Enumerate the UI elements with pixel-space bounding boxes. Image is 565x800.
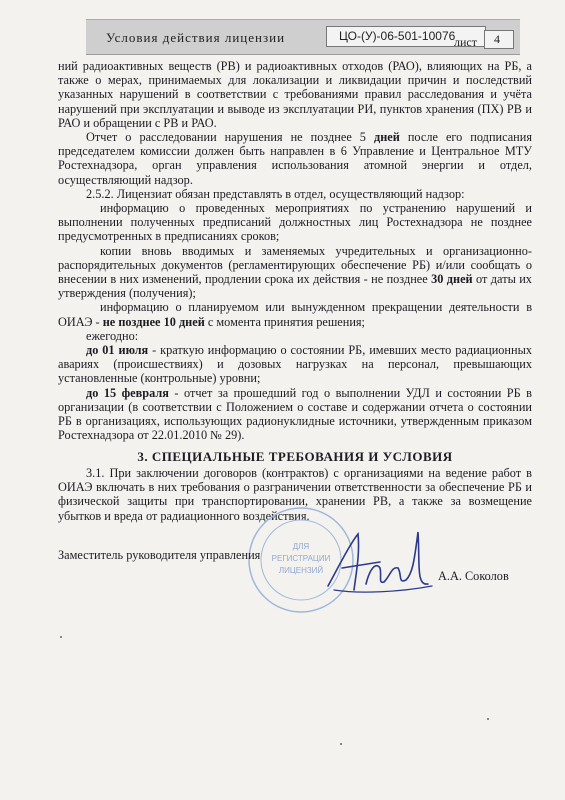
handwritten-signature [320, 524, 440, 604]
speck-1 [60, 636, 62, 638]
signatory-position: Заместитель руководителя управления [58, 548, 261, 562]
license-number: ЦО-(У)-06-501-10076 [339, 29, 456, 43]
paragraph-2-5-2: 2.5.2. Лицензиат обязан представлять в отдел, осуществляющий надзор: [86, 186, 465, 201]
license-header [86, 19, 520, 55]
speck-2 [340, 743, 342, 745]
paragraph-annually: ежегодно: [86, 328, 139, 343]
section-title: 3. СПЕЦИАЛЬНЫЕ ТРЕБОВАНИЯ И УСЛОВИЯ [137, 449, 453, 464]
body-text-block-1 [58, 59, 532, 442]
stamp-line-3: ЛИЦЕНЗИЙ [278, 566, 324, 575]
stamp-line-1: ДЛЯ [292, 542, 310, 551]
paragraph-report: Отчет о расследовании нарушения не позднее 5 дней после его подписания председателем комиссии должен быть направлен в 6 Управление и Центральное МТУ Ростехнадзора, орган управления использования атомной энергии и отдел, осуществляющий надзор. [58, 130, 532, 187]
paragraph-february: до 15 февраля - отчет за прошедший год о выполнении УДЛ и состоянии РБ в организации (в соответствии с Положением о составе и содержании отчета о состоянии РБ в организациях, использующих радионуклидные источники, утвержденным приказом Ростехнадзора от 22.01.2010 № 29). [58, 385, 532, 443]
paragraph-violations: ний радиоактивных веществ (РВ) и радиоактивных отходов (РАО), влияющих на РБ, а также о мерах, принимаемых для локализации и ликвидации причин и последствий указанных нарушений в соответствии с требованиями правил расследования и учёта нарушений при эксплуатации и выводе из эксплуатации РИ, пунктов хранения (ПХ) РВ и РАО и обращении с РВ и РАО. [58, 59, 532, 130]
paragraph-3-1: 3.1. При заключении договоров (контрактов) с организациями на ведение работ в ОИАЭ включать в них требования о разграничении ответственности за обеспечение РБ и физической защиты при транспортировании, хранении РВ, а также за возмещение убытков и вреда от радиационного воздействия. [58, 466, 532, 523]
sheet-number-box [484, 30, 514, 49]
paragraph-measures: информацию о проведенных мероприятиях по устранению нарушений и выполнении полученных предписаний должностных лиц Ростехнадзора не позднее предусмотренных в предписаниях сроков; [58, 201, 532, 244]
speck-3 [487, 718, 489, 720]
paragraph-documents: копии вновь вводимых и заменяемых учредительных и организационно-распорядительных документов (регламентирующих обеспечение РБ) и/или сообщать о внесении в них изменений, продлении срока их действия - не позднее 30 дней от даты их утверждения (получения); [58, 243, 532, 301]
sheet-number: 4 [494, 32, 500, 46]
header-title: Условия действия лицензии [106, 30, 286, 45]
stamp-line-2: РЕГИСТРАЦИИ [271, 554, 331, 563]
paragraph-july: до 01 июля - краткую информацию о состоянии РБ, имевших место радиационных авариях (происшествиях) и дозовых нагрузках на персонал, превышающих установленные (контрольные) уровни; [58, 343, 532, 386]
paragraph-termination: информацию о планируемом или вынужденном прекращении деятельности в ОИАЭ - не позднее 10 дней с момента принятия решения; [58, 300, 532, 329]
signatory-name: А.А. Соколов [438, 569, 509, 583]
sheet-label: лист [454, 35, 477, 49]
